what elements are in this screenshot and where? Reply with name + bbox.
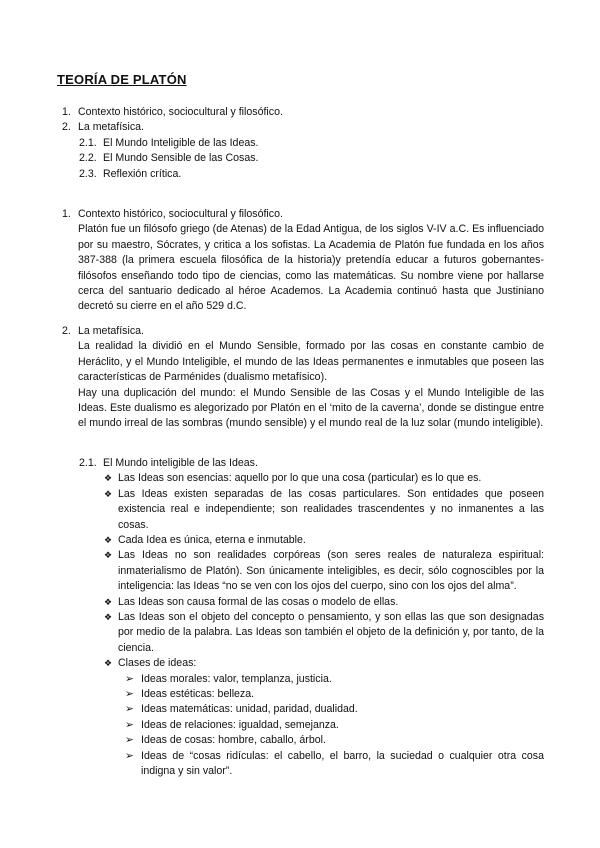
arrowhead-bullet-icon: ➢ bbox=[125, 672, 134, 685]
arrowhead-bullet-icon: ➢ bbox=[125, 718, 134, 731]
toc-subitem-number: 2.3. bbox=[79, 167, 97, 180]
toc-subitem bbox=[62, 136, 542, 151]
list-item bbox=[104, 487, 544, 533]
toc-item-number: 1. bbox=[62, 106, 71, 118]
arrowhead-bullet-icon: ➢ bbox=[125, 749, 134, 762]
list-item-text: Las Ideas no son realidades corpóreas (son seres reales de naturaleza espiritual: inmaterialismo de Platón). Son únicamente inteligibles, es decir, sólo cognoscibles por la inteligencia: las Ideas “no se ven con los ojos del cuerpo, sino con los ojos del alma”. bbox=[118, 549, 544, 593]
arrowhead-bullet-icon: ➢ bbox=[125, 734, 134, 747]
section-title: La metafísica. bbox=[78, 325, 144, 337]
sub-list-item bbox=[125, 718, 544, 733]
toc-item-text: Contexto histórico, sociocultural y filosófico. bbox=[78, 106, 283, 118]
sub-list-item bbox=[125, 702, 544, 717]
subsection-intelligible-world bbox=[62, 456, 544, 780]
section-number: 1. bbox=[62, 208, 71, 220]
diamond-bullet-icon: ❖ bbox=[104, 612, 113, 623]
section-paragraph: Hay una duplicación del mundo: el Mundo Sensible de las Cosas y el Mundo Inteligible de las Ideas. Este dualismo es alegorizado por Platón en el ‘mito de la caverna’, donde se distingue entre el mundo irreal de las sombras (mundo sensible) y el mundo real de la luz solar (mundo inteligible). bbox=[78, 386, 544, 430]
list-item bbox=[104, 533, 544, 548]
section-metaphysics bbox=[62, 324, 544, 432]
sub-list-item-text: Ideas morales: valor, templanza, justicia. bbox=[141, 672, 332, 685]
sub-list-item-text: Ideas matemáticas: unidad, paridad, dualidad. bbox=[141, 703, 358, 716]
list-item bbox=[104, 548, 544, 594]
sub-list-item bbox=[125, 672, 544, 687]
section-title: Contexto histórico, sociocultural y filosófico. bbox=[78, 208, 283, 220]
section-context bbox=[62, 207, 544, 315]
list-item-text: Cada Idea es única, eterna e inmutable. bbox=[118, 534, 306, 547]
toc-subitem-text: El Mundo Inteligible de las Ideas. bbox=[103, 136, 259, 149]
list-item bbox=[104, 595, 544, 610]
list-item-text: Las Ideas son esencias: aquello por lo que una cosa (particular) es lo que es. bbox=[118, 472, 482, 485]
diamond-bullet-icon: ❖ bbox=[104, 473, 113, 484]
toc-subitem bbox=[62, 167, 542, 182]
toc-subitem-number: 2.1. bbox=[79, 136, 97, 149]
diamond-bullet-icon: ❖ bbox=[104, 535, 113, 546]
sub-list-item bbox=[125, 687, 544, 702]
list-item-text: Las Ideas son el objeto del concepto o pensamiento, y son ellas las que son designadas por medio de la palabra. Las Ideas son también el objeto de la definición y, por tanto, de la ciencia. bbox=[118, 611, 544, 654]
list-item bbox=[104, 656, 544, 779]
sub-list-item bbox=[125, 749, 544, 780]
ideas-bullet-list bbox=[104, 471, 544, 779]
section-paragraph: Platón fue un filósofo griego (de Atenas) de la Edad Antigua, de los siglos V-IV a.C. Es influenciado por su maestro, Sócrates, y critica a los sofistas. La Academia de Platón fue fundada en los años 387-388 (la primera escuela filosófica de la historia)y pretendía educar a futuros gobernantes-filósofos enseñando todo tipo de ciencias, como las matemáticas. Su nombre viene por hallarse cerca del santuario dedicado al héroe Academos. La Academia continuó hasta que Justiniano decretó su cierre en el año 529 d.C. bbox=[78, 223, 544, 313]
list-item-text: Las Ideas son causa formal de las cosas o modelo de ellas. bbox=[118, 595, 399, 608]
diamond-bullet-icon: ❖ bbox=[104, 488, 113, 499]
toc-item-number: 2. bbox=[62, 121, 71, 134]
subsection-number: 2.1. bbox=[79, 457, 97, 469]
subsection-title: El Mundo inteligible de las Ideas. bbox=[103, 457, 258, 469]
section-paragraph: La realidad la dividió en el Mundo Sensible, formado por las cosas en constante cambio de Heráclito, y el Mundo Inteligible, el mundo de las Ideas permanentes e inmutables que poseen las características de Parménides (dualismo metafísico). bbox=[78, 340, 544, 384]
toc-item-text: La metafísica. bbox=[78, 121, 144, 134]
toc-item bbox=[62, 105, 542, 120]
diamond-bullet-icon: ❖ bbox=[104, 596, 113, 607]
list-item bbox=[104, 610, 544, 656]
diamond-bullet-icon: ❖ bbox=[104, 658, 113, 669]
sub-list-item-text: Ideas de relaciones: igualdad, semejanza. bbox=[141, 718, 339, 731]
arrowhead-bullet-icon: ➢ bbox=[125, 703, 134, 716]
idea-classes-list bbox=[125, 672, 544, 780]
toc-subitem-text: El Mundo Sensible de las Cosas. bbox=[103, 152, 259, 165]
sub-list-item-text: Ideas estéticas: belleza. bbox=[141, 688, 255, 701]
toc-subitem-number: 2.2. bbox=[79, 152, 97, 165]
arrowhead-bullet-icon: ➢ bbox=[125, 688, 134, 701]
sub-list-item-text: Ideas de “cosas ridículas: el cabello, el barro, la suciedad o cualquier otra cosa indigna y sin valor”. bbox=[141, 749, 544, 778]
sub-list-item-text: Ideas de cosas: hombre, caballo, árbol. bbox=[141, 734, 326, 747]
toc-subitem bbox=[62, 151, 542, 166]
page-title: TEORÍA DE PLATÓN bbox=[57, 72, 187, 87]
list-item-text: Clases de ideas: bbox=[118, 657, 197, 670]
list-item-text: Las Ideas existen separadas de las cosas particulares. Son entidades que poseen existencia real e independiente; son realidades trascendentes y no inmanentes a las cosas. bbox=[118, 487, 544, 531]
toc-item bbox=[62, 120, 542, 135]
section-number: 2. bbox=[62, 325, 71, 337]
section-heading bbox=[62, 207, 544, 222]
section-heading bbox=[62, 324, 544, 339]
table-of-contents bbox=[62, 105, 542, 182]
subsection-heading bbox=[62, 456, 544, 471]
diamond-bullet-icon: ❖ bbox=[104, 550, 113, 561]
toc-subitem-text: Reflexión crítica. bbox=[103, 167, 182, 180]
list-item bbox=[104, 471, 544, 486]
sub-list-item bbox=[125, 733, 544, 748]
